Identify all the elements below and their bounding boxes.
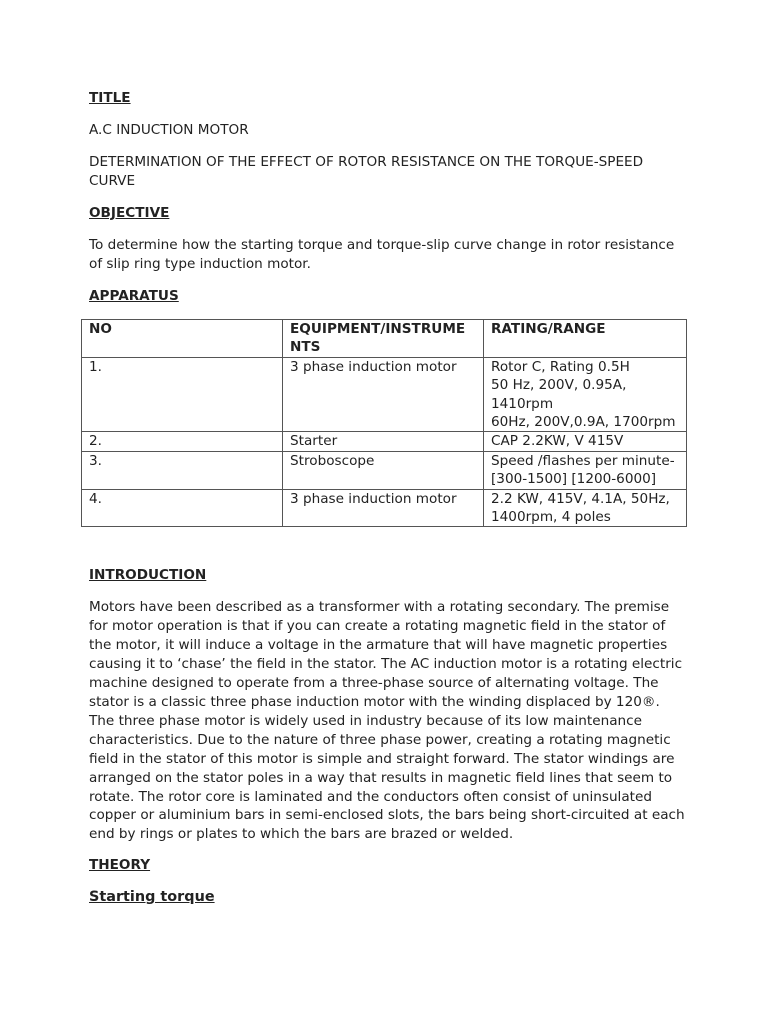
- table-row: [82, 451, 687, 489]
- cell-equipment: 3 phase induction motor: [283, 489, 484, 527]
- cell-rating: [484, 357, 687, 432]
- cell-equipment: Starter: [283, 432, 484, 451]
- theory-heading: THEORY: [89, 857, 151, 874]
- cell-no: 3.: [82, 451, 283, 489]
- objective-heading: OBJECTIVE: [89, 205, 170, 221]
- title-line-1: A.C INDUCTION MOTOR: [89, 122, 249, 138]
- cell-rating: [484, 432, 687, 451]
- rating-line: 50 Hz, 200V, 0.95A, 1410rpm: [491, 377, 627, 412]
- rating-line: Speed /flashes per minute- [300-1500] [1200-6000]: [491, 452, 675, 488]
- cell-no: 2.: [82, 432, 283, 451]
- header-rating: RATING/RANGE: [484, 320, 687, 358]
- rating-line: Rotor C, Rating 0.5H: [491, 358, 630, 375]
- rating-line: 60Hz, 200V,0.9A, 1700rpm: [491, 414, 676, 431]
- header-equipment: EQUIPMENT/INSTRUME NTS: [283, 320, 484, 358]
- document-page: [89, 89, 689, 920]
- objective-text: To determine how the starting torque and torque-slip curve change in rotor resistance of slip ring type induction motor.: [89, 237, 675, 272]
- table-row: [82, 357, 687, 432]
- spacer: [89, 540, 689, 566]
- header-no: NO: [82, 320, 283, 358]
- cell-rating: [484, 489, 687, 527]
- starting-torque-heading: Starting torque: [89, 889, 215, 906]
- apparatus-heading: APPARATUS: [89, 288, 179, 304]
- table-row: [82, 489, 687, 527]
- cell-equipment: 3 phase induction motor: [283, 357, 484, 432]
- cell-no: 4.: [82, 489, 283, 527]
- title-line-2: DETERMINATION OF THE EFFECT OF ROTOR RESISTANCE ON THE TORQUE-SPEED CURVE: [89, 154, 644, 189]
- cell-rating: [484, 451, 687, 489]
- cell-no: 1.: [82, 357, 283, 432]
- rating-line: CAP 2.2KW, V 415V: [491, 433, 624, 450]
- table-row: [82, 432, 687, 451]
- cell-equipment: Stroboscope: [283, 451, 484, 489]
- apparatus-table: [81, 319, 687, 527]
- introduction-heading: INTRODUCTION: [89, 567, 207, 584]
- title-heading: TITLE: [89, 90, 131, 106]
- rating-line: 2.2 KW, 415V, 4.1A, 50Hz, 1400rpm, 4 poles: [491, 490, 670, 526]
- introduction-text: Motors have been described as a transformer with a rotating secondary. The premise for motor operation is that if you can create a rotating magnetic field in the stator of the motor, it will induce a voltage in the armature that will have magnetic properties causing it to ‘chase’ the field in the stator. The AC induction motor is a rotating electric machine designed to operate from a three-phase source of alternating voltage. The stator is a classic three phase induction motor with the winding displaced by 120®. The three phase motor is widely used in industry because of its low maintenance characteristics. Due to the nature of three phase power, creating a rotating magnetic field in the stator of this motor is simple and straight forward. The stator windings are arranged on the stator poles in a way that results in magnetic field lines that seem to rotate. The rotor core is laminated and the conductors often consist of uninsulated copper or aluminium bars in semi-enclosed slots, the bars being short-circuited at each end by rings or plates to which the bars are brazed or welded.: [89, 599, 685, 843]
- table-header-row: [82, 320, 687, 358]
